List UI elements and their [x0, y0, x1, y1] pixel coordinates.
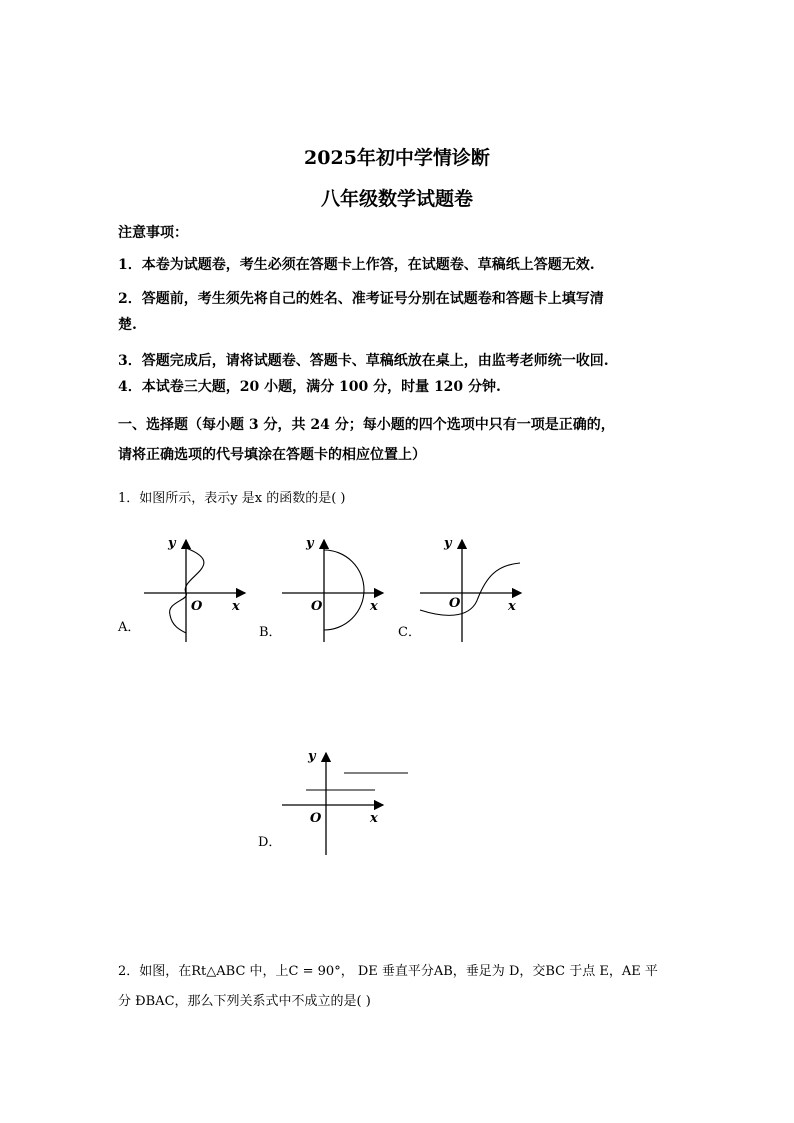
- q2-stem-line1: 2．如图，在Rt△ABC 中，上C = 90°， DE 垂直平分AB，垂足为 D，交BC 于点 E，AE 平: [118, 964, 658, 979]
- q1-option-b-label: B．: [259, 625, 282, 640]
- semicircle-curve: [324, 550, 364, 630]
- notice-item-1: 1．本卷为试题卷，考生必须在答题卡上作答，在试题卷、草稿纸上答题无效.: [118, 257, 595, 273]
- y-axis-label: y: [168, 536, 176, 551]
- notice-item-3: 3．答题完成后，请将试题卷、答题卡、草稿纸放在桌上，由监考老师统一收回.: [118, 353, 609, 369]
- q1-option-c-label: C．: [398, 625, 421, 640]
- exam-title: 2025年初中学情诊断: [304, 147, 490, 169]
- y-axis-label: y: [308, 749, 316, 764]
- x-axis-label: x: [370, 811, 378, 826]
- x-axis-label: x: [508, 599, 516, 614]
- origin-label: O: [310, 811, 322, 826]
- origin-label: O: [191, 599, 203, 614]
- notice-item-2: 2．答题前，考生须先将自己的姓名、准考证号分别在试题卷和答题卡上填写清: [118, 291, 604, 307]
- q1-graph-d: [278, 745, 413, 860]
- q1-option-d-label: D．: [258, 835, 282, 850]
- curve: [420, 563, 520, 615]
- q1-option-a-label: A．: [118, 620, 141, 635]
- exam-subtitle: 八年级数学试题卷: [320, 188, 473, 210]
- notice-item-2-cont: 楚.: [118, 317, 137, 333]
- notice-heading: 注意事项：: [118, 225, 188, 241]
- q1-stem: 1．如图所示，表示y 是x 的函数的是( ): [118, 491, 346, 506]
- origin-label: O: [449, 596, 461, 611]
- y-axis-label: y: [306, 536, 314, 551]
- q1-graph-c: [416, 530, 531, 645]
- curve: [170, 548, 204, 633]
- section1-heading-line2: 请将正确选项的代号填涂在答题卡的相应位置上）: [118, 447, 426, 463]
- section1-heading-line1: 一、选择题（每小题 3 分，共 24 分；每小题的四个选项中只有一项是正确的，: [118, 417, 615, 433]
- q2-stem-line2: 分 ÐBAC，那么下列关系式中不成立的是( ): [118, 994, 371, 1009]
- y-axis-label: y: [444, 536, 452, 551]
- origin-label: O: [311, 599, 323, 614]
- q1-graph-b: [278, 530, 393, 645]
- x-axis-label: x: [370, 599, 378, 614]
- q1-graph-a: [140, 530, 255, 645]
- notice-item-4: 4．本试卷三大题，20 小题，满分 100 分，时量 120 分钟.: [118, 379, 501, 395]
- x-axis-label: x: [232, 599, 240, 614]
